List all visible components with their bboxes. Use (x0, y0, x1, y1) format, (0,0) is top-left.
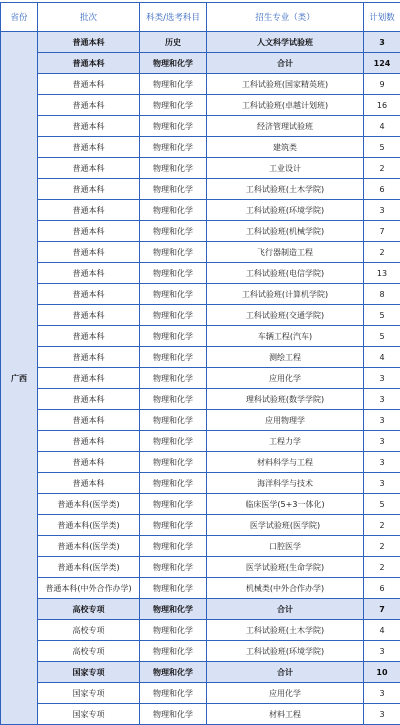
major-cell: 工科试验班(计算机学院) (207, 284, 364, 305)
subject-cell: 物理和化学 (140, 473, 207, 494)
count-cell: 2 (364, 515, 400, 536)
count-cell: 3 (364, 683, 400, 704)
count-cell: 3 (364, 473, 400, 494)
major-cell: 飞行器制造工程 (207, 242, 364, 263)
header-subject: 科类/选考科目 (140, 3, 207, 32)
count-cell: 3 (364, 368, 400, 389)
count-cell: 10 (364, 662, 400, 683)
batch-cell: 国家专项 (38, 683, 140, 704)
table-row-summary (1, 32, 400, 53)
subject-cell: 物理和化学 (140, 347, 207, 368)
count-cell: 5 (364, 494, 400, 515)
province-cell: 广西 (1, 32, 38, 725)
table-body (1, 32, 400, 725)
batch-cell: 普通本科 (38, 74, 140, 95)
major-cell: 合计 (207, 662, 364, 683)
count-cell: 6 (364, 179, 400, 200)
table-row (1, 116, 400, 137)
table-row (1, 494, 400, 515)
header-count: 计划数 (364, 3, 400, 32)
batch-cell: 普通本科 (38, 452, 140, 473)
table-row (1, 242, 400, 263)
major-cell: 工科试验班(电信学院) (207, 263, 364, 284)
table-row (1, 389, 400, 410)
subject-cell: 物理和化学 (140, 326, 207, 347)
subject-cell: 物理和化学 (140, 200, 207, 221)
subject-cell: 物理和化学 (140, 263, 207, 284)
table-row (1, 557, 400, 578)
table-row (1, 578, 400, 599)
subject-cell: 物理和化学 (140, 221, 207, 242)
subject-cell: 物理和化学 (140, 284, 207, 305)
count-cell: 7 (364, 221, 400, 242)
count-cell: 8 (364, 284, 400, 305)
count-cell: 3 (364, 704, 400, 725)
count-cell: 2 (364, 242, 400, 263)
subject-cell: 物理和化学 (140, 305, 207, 326)
batch-cell: 普通本科(医学类) (38, 494, 140, 515)
subject-cell: 物理和化学 (140, 704, 207, 725)
subject-cell: 物理和化学 (140, 242, 207, 263)
header-province: 省份 (1, 3, 38, 32)
count-cell: 4 (364, 620, 400, 641)
header-major: 招生专业（类） (207, 3, 364, 32)
subject-cell: 物理和化学 (140, 116, 207, 137)
count-cell: 3 (364, 32, 400, 53)
major-cell: 合计 (207, 599, 364, 620)
subject-cell: 物理和化学 (140, 95, 207, 116)
subject-cell: 物理和化学 (140, 53, 207, 74)
batch-cell: 普通本科 (38, 305, 140, 326)
batch-cell: 普通本科(医学类) (38, 557, 140, 578)
table-row (1, 305, 400, 326)
table-row (1, 452, 400, 473)
batch-cell: 高校专项 (38, 599, 140, 620)
count-cell: 5 (364, 137, 400, 158)
count-cell: 2 (364, 158, 400, 179)
count-cell: 7 (364, 599, 400, 620)
table-row (1, 368, 400, 389)
subject-cell: 物理和化学 (140, 641, 207, 662)
table-row (1, 95, 400, 116)
subject-cell: 物理和化学 (140, 179, 207, 200)
table-row (1, 221, 400, 242)
subject-cell: 物理和化学 (140, 410, 207, 431)
table-row (1, 536, 400, 557)
count-cell: 124 (364, 53, 400, 74)
batch-cell: 普通本科 (38, 263, 140, 284)
major-cell: 医学试验班(医学院) (207, 515, 364, 536)
subject-cell: 物理和化学 (140, 389, 207, 410)
batch-cell: 普通本科(医学类) (38, 515, 140, 536)
count-cell: 4 (364, 116, 400, 137)
table-row (1, 683, 400, 704)
count-cell: 2 (364, 536, 400, 557)
batch-cell: 普通本科(医学类) (38, 536, 140, 557)
subject-cell: 物理和化学 (140, 683, 207, 704)
subject-cell: 历史 (140, 32, 207, 53)
count-cell: 5 (364, 326, 400, 347)
batch-cell: 普通本科 (38, 32, 140, 53)
major-cell: 材料科学与工程 (207, 452, 364, 473)
major-cell: 机械类(中外合作办学) (207, 578, 364, 599)
table-row (1, 641, 400, 662)
batch-cell: 普通本科 (38, 410, 140, 431)
batch-cell: 普通本科 (38, 200, 140, 221)
subject-cell: 物理和化学 (140, 557, 207, 578)
major-cell: 临床医学(5+3一体化) (207, 494, 364, 515)
count-cell: 5 (364, 305, 400, 326)
major-cell: 工科试验班(环境学院) (207, 641, 364, 662)
table-row (1, 473, 400, 494)
major-cell: 海洋科学与技术 (207, 473, 364, 494)
major-cell: 经济管理试验班 (207, 116, 364, 137)
table-row (1, 620, 400, 641)
batch-cell: 普通本科 (38, 179, 140, 200)
batch-cell: 普通本科 (38, 158, 140, 179)
count-cell: 3 (364, 452, 400, 473)
major-cell: 工科试验班(交通学院) (207, 305, 364, 326)
major-cell: 工科试验班(国家精英班) (207, 74, 364, 95)
subject-cell: 物理和化学 (140, 452, 207, 473)
subject-cell: 物理和化学 (140, 515, 207, 536)
table-row-summary (1, 53, 400, 74)
batch-cell: 高校专项 (38, 620, 140, 641)
table-row (1, 515, 400, 536)
batch-cell: 普通本科 (38, 116, 140, 137)
batch-cell: 高校专项 (38, 641, 140, 662)
subject-cell: 物理和化学 (140, 599, 207, 620)
subject-cell: 物理和化学 (140, 494, 207, 515)
count-cell: 2 (364, 557, 400, 578)
batch-cell: 普通本科(中外合作办学) (38, 578, 140, 599)
table-row (1, 347, 400, 368)
major-cell: 工科试验班(土木学院) (207, 620, 364, 641)
major-cell: 工科试验班(土木学院) (207, 179, 364, 200)
enrollment-plan-table (0, 2, 400, 725)
batch-cell: 普通本科 (38, 284, 140, 305)
table-row (1, 326, 400, 347)
subject-cell: 物理和化学 (140, 137, 207, 158)
table-row (1, 410, 400, 431)
batch-cell: 普通本科 (38, 431, 140, 452)
major-cell: 口腔医学 (207, 536, 364, 557)
batch-cell: 普通本科 (38, 368, 140, 389)
table-header (1, 3, 400, 32)
table-row (1, 431, 400, 452)
major-cell: 工科试验班(环境学院) (207, 200, 364, 221)
subject-cell: 物理和化学 (140, 158, 207, 179)
table-row (1, 137, 400, 158)
major-cell: 应用物理学 (207, 410, 364, 431)
subject-cell: 物理和化学 (140, 368, 207, 389)
batch-cell: 普通本科 (38, 326, 140, 347)
count-cell: 3 (364, 431, 400, 452)
major-cell: 医学试验班(生命学院) (207, 557, 364, 578)
table-row-summary (1, 662, 400, 683)
batch-cell: 普通本科 (38, 473, 140, 494)
header-batch: 批次 (38, 3, 140, 32)
major-cell: 工业设计 (207, 158, 364, 179)
major-cell: 应用化学 (207, 683, 364, 704)
batch-cell: 普通本科 (38, 95, 140, 116)
count-cell: 9 (364, 74, 400, 95)
major-cell: 工科试验班(卓越计划班) (207, 95, 364, 116)
table-row (1, 284, 400, 305)
table-row (1, 704, 400, 725)
subject-cell: 物理和化学 (140, 74, 207, 95)
major-cell: 工程力学 (207, 431, 364, 452)
major-cell: 测绘工程 (207, 347, 364, 368)
count-cell: 3 (364, 641, 400, 662)
subject-cell: 物理和化学 (140, 431, 207, 452)
major-cell: 工科试验班(机械学院) (207, 221, 364, 242)
subject-cell: 物理和化学 (140, 578, 207, 599)
subject-cell: 物理和化学 (140, 662, 207, 683)
count-cell: 4 (364, 347, 400, 368)
table-row (1, 74, 400, 95)
major-cell: 应用化学 (207, 368, 364, 389)
major-cell: 理科试验班(数学学院) (207, 389, 364, 410)
count-cell: 3 (364, 410, 400, 431)
table-row (1, 158, 400, 179)
table-row-summary (1, 599, 400, 620)
major-cell: 车辆工程(汽车) (207, 326, 364, 347)
table-row (1, 263, 400, 284)
count-cell: 16 (364, 95, 400, 116)
major-cell: 建筑类 (207, 137, 364, 158)
subject-cell: 物理和化学 (140, 620, 207, 641)
batch-cell: 国家专项 (38, 704, 140, 725)
major-cell: 合计 (207, 53, 364, 74)
batch-cell: 普通本科 (38, 137, 140, 158)
count-cell: 3 (364, 200, 400, 221)
count-cell: 13 (364, 263, 400, 284)
subject-cell: 物理和化学 (140, 536, 207, 557)
batch-cell: 普通本科 (38, 242, 140, 263)
batch-cell: 普通本科 (38, 347, 140, 368)
table-row (1, 200, 400, 221)
batch-cell: 普通本科 (38, 389, 140, 410)
batch-cell: 普通本科 (38, 221, 140, 242)
count-cell: 6 (364, 578, 400, 599)
batch-cell: 国家专项 (38, 662, 140, 683)
table-row (1, 179, 400, 200)
count-cell: 3 (364, 389, 400, 410)
batch-cell: 普通本科 (38, 53, 140, 74)
major-cell: 人文科学试验班 (207, 32, 364, 53)
major-cell: 材料工程 (207, 704, 364, 725)
